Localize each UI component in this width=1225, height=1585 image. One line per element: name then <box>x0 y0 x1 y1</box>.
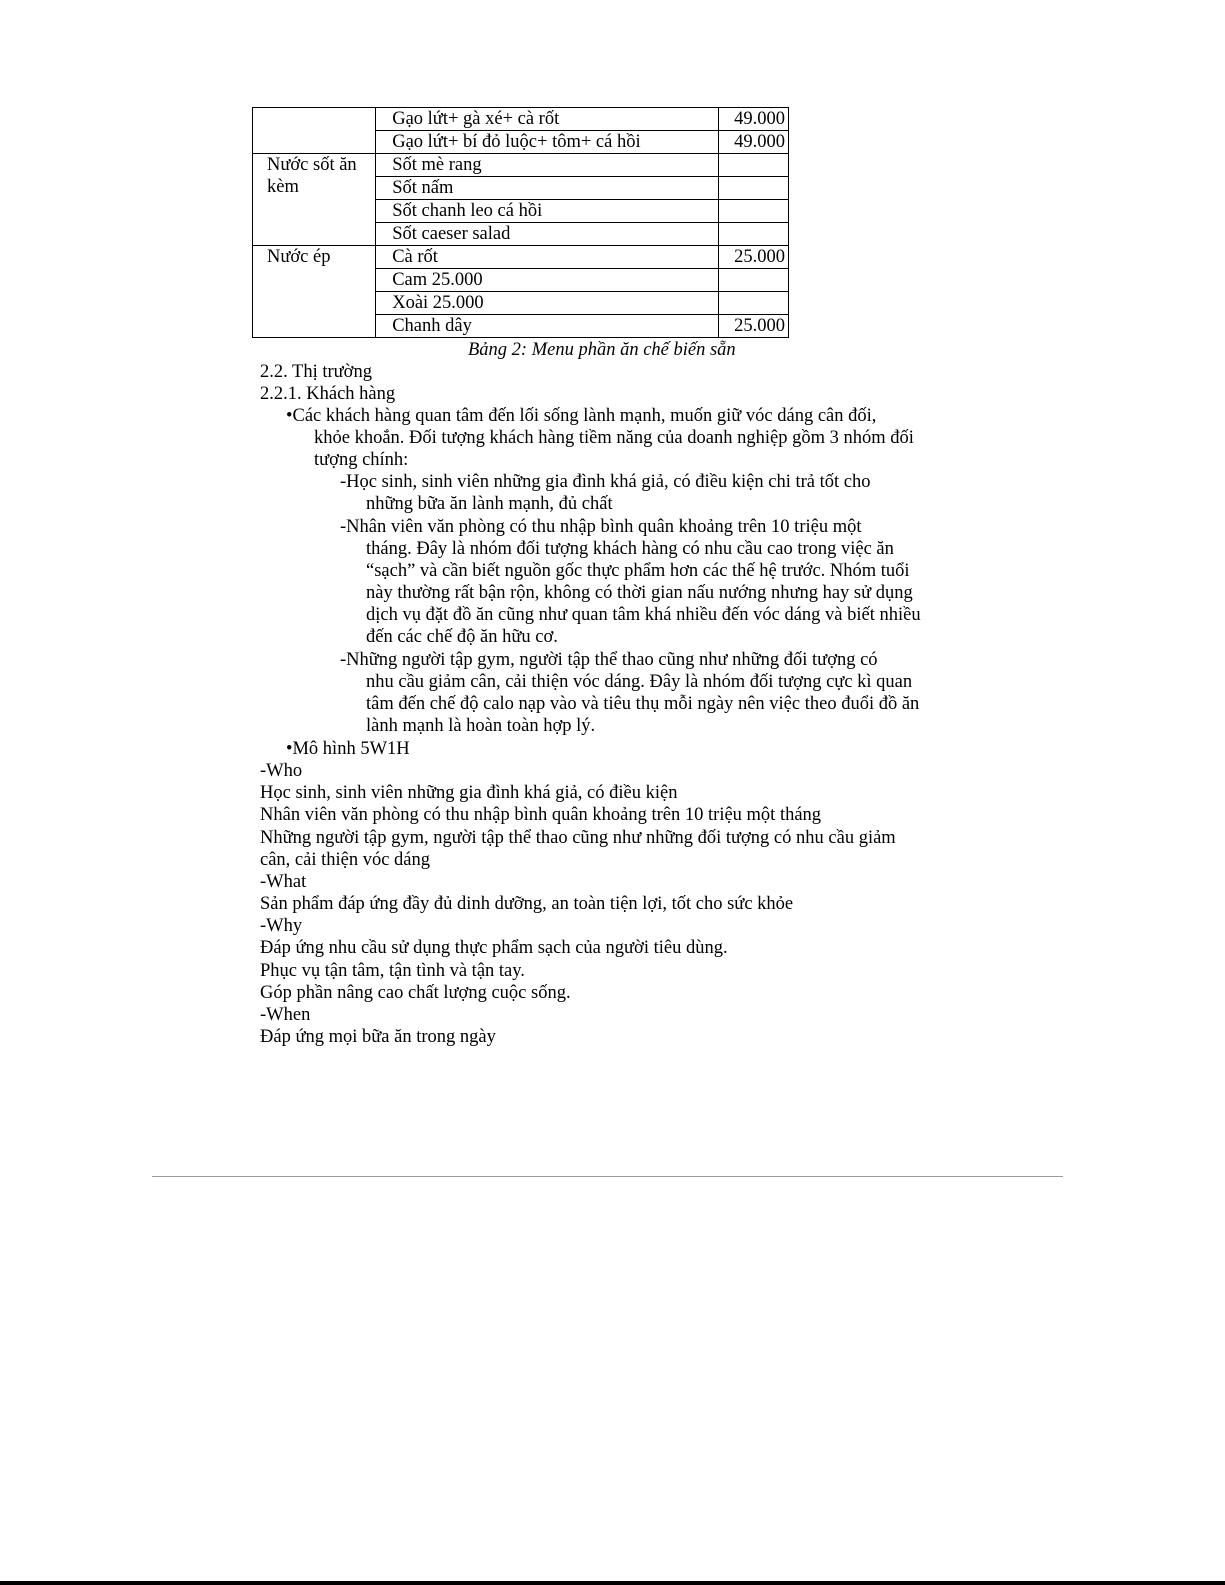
table-row <box>253 246 789 269</box>
paragraph-line: tâm đến chế độ calo nạp vào và tiêu thụ mỗi ngày nên việc theo đuổi đồ ăn <box>366 694 920 714</box>
paragraph-line: này thường rất bận rộn, không có thời gian nấu nướng nhưng hay sử dụng <box>366 583 913 603</box>
item-cell: Sốt chanh leo cá hồi <box>376 200 719 223</box>
paragraph-line: “sạch” và cần biết nguồn gốc thực phẩm hơn các thế hệ trước. Nhóm tuổi <box>366 561 910 581</box>
section-heading: 2.2. Thị trường <box>260 362 372 382</box>
bullet-paragraph: •Mô hình 5W1H <box>286 739 410 759</box>
price-cell: 25.000 <box>718 315 788 338</box>
price-cell <box>718 200 788 223</box>
item-cell: Cà rốt <box>376 246 719 269</box>
table-row <box>253 154 789 177</box>
paragraph-line: cân, cải thiện vóc dáng <box>260 850 431 870</box>
paragraph-line: đến các chế độ ăn hữu cơ. <box>366 627 558 647</box>
paragraph-line: nhu cầu giảm cân, cải thiện vóc dáng. Đây là nhóm đối tượng cực kì quan <box>366 672 913 692</box>
paragraph-line: khỏe khoắn. Đối tượng khách hàng tiềm năng của doanh nghiệp gồm 3 nhóm đối <box>314 428 914 448</box>
paragraph-line: Học sinh, sinh viên những gia đình khá giả, có điều kiện <box>260 783 678 803</box>
item-cell: Gạo lứt+ gà xé+ cà rốt <box>376 108 719 131</box>
table-caption: Bảng 2: Menu phần ăn chế biến sẵn <box>468 340 736 360</box>
bottom-edge <box>0 1581 1225 1585</box>
paragraph-line: lành mạnh là hoàn toàn hợp lý. <box>366 716 596 736</box>
item-cell: Sốt mè rang <box>376 154 719 177</box>
bullet-paragraph: •Các khách hàng quan tâm đến lối sống lành mạnh, muốn giữ vóc dáng cân đối, <box>286 406 877 426</box>
category-cell: Nước sốt ăn kèm <box>253 154 376 246</box>
paragraph-line: Đáp ứng mọi bữa ăn trong ngày <box>260 1027 496 1047</box>
paragraph-line: dịch vụ đặt đồ ăn cũng như quan tâm khá nhiều đến vóc dáng và biết nhiều <box>366 605 921 625</box>
table-row <box>253 108 789 131</box>
paragraph-line: Phục vụ tận tâm, tận tình và tận tay. <box>260 961 525 981</box>
price-cell: 25.000 <box>718 246 788 269</box>
dash-item: -Học sinh, sinh viên những gia đình khá giả, có điều kiện chi trả tốt cho <box>340 472 871 492</box>
subsection-heading: 2.2.1. Khách hàng <box>260 384 396 404</box>
category-cell <box>253 108 376 154</box>
paragraph-line: Góp phần nâng cao chất lượng cuộc sống. <box>260 983 571 1003</box>
item-cell: Chanh dây <box>376 315 719 338</box>
item-cell: Cam 25.000 <box>376 269 719 292</box>
item-cell: Sốt caeser salad <box>376 223 719 246</box>
price-cell <box>718 292 788 315</box>
paragraph-line: Những người tập gym, người tập thể thao cũng như những đối tượng có nhu cầu giảm <box>260 828 896 848</box>
item-cell: Xoài 25.000 <box>376 292 719 315</box>
paragraph-line: tượng chính: <box>314 450 409 470</box>
paragraph-line: tháng. Đây là nhóm đối tượng khách hàng có nhu cầu cao trong việc ăn <box>366 539 894 559</box>
category-cell: Nước ép <box>253 246 376 338</box>
price-cell <box>718 177 788 200</box>
label-why: -Why <box>260 916 303 936</box>
item-cell: Sốt nấm <box>376 177 719 200</box>
price-cell: 49.000 <box>718 131 788 154</box>
label-who: -Who <box>260 761 303 781</box>
menu-table <box>252 107 789 338</box>
price-cell: 49.000 <box>718 108 788 131</box>
price-cell <box>718 154 788 177</box>
paragraph-line: Đáp ứng nhu cầu sử dụng thực phẩm sạch của người tiêu dùng. <box>260 938 728 958</box>
paragraph-line: Nhân viên văn phòng có thu nhập bình quân khoảng trên 10 triệu một tháng <box>260 805 822 825</box>
label-what: -What <box>260 872 307 892</box>
dash-item: -Những người tập gym, người tập thể thao cũng như những đối tượng có <box>340 650 878 670</box>
price-cell <box>718 223 788 246</box>
label-when: -When <box>260 1005 311 1025</box>
page-separator <box>152 1176 1063 1177</box>
price-cell <box>718 269 788 292</box>
paragraph-line: những bữa ăn lành mạnh, đủ chất <box>366 494 613 514</box>
paragraph-line: Sản phẩm đáp ứng đầy đủ dinh dưỡng, an toàn tiện lợi, tốt cho sức khỏe <box>260 894 794 914</box>
dash-item: -Nhân viên văn phòng có thu nhập bình quân khoảng trên 10 triệu một <box>340 517 862 537</box>
item-cell: Gạo lứt+ bí đỏ luộc+ tôm+ cá hồi <box>376 131 719 154</box>
